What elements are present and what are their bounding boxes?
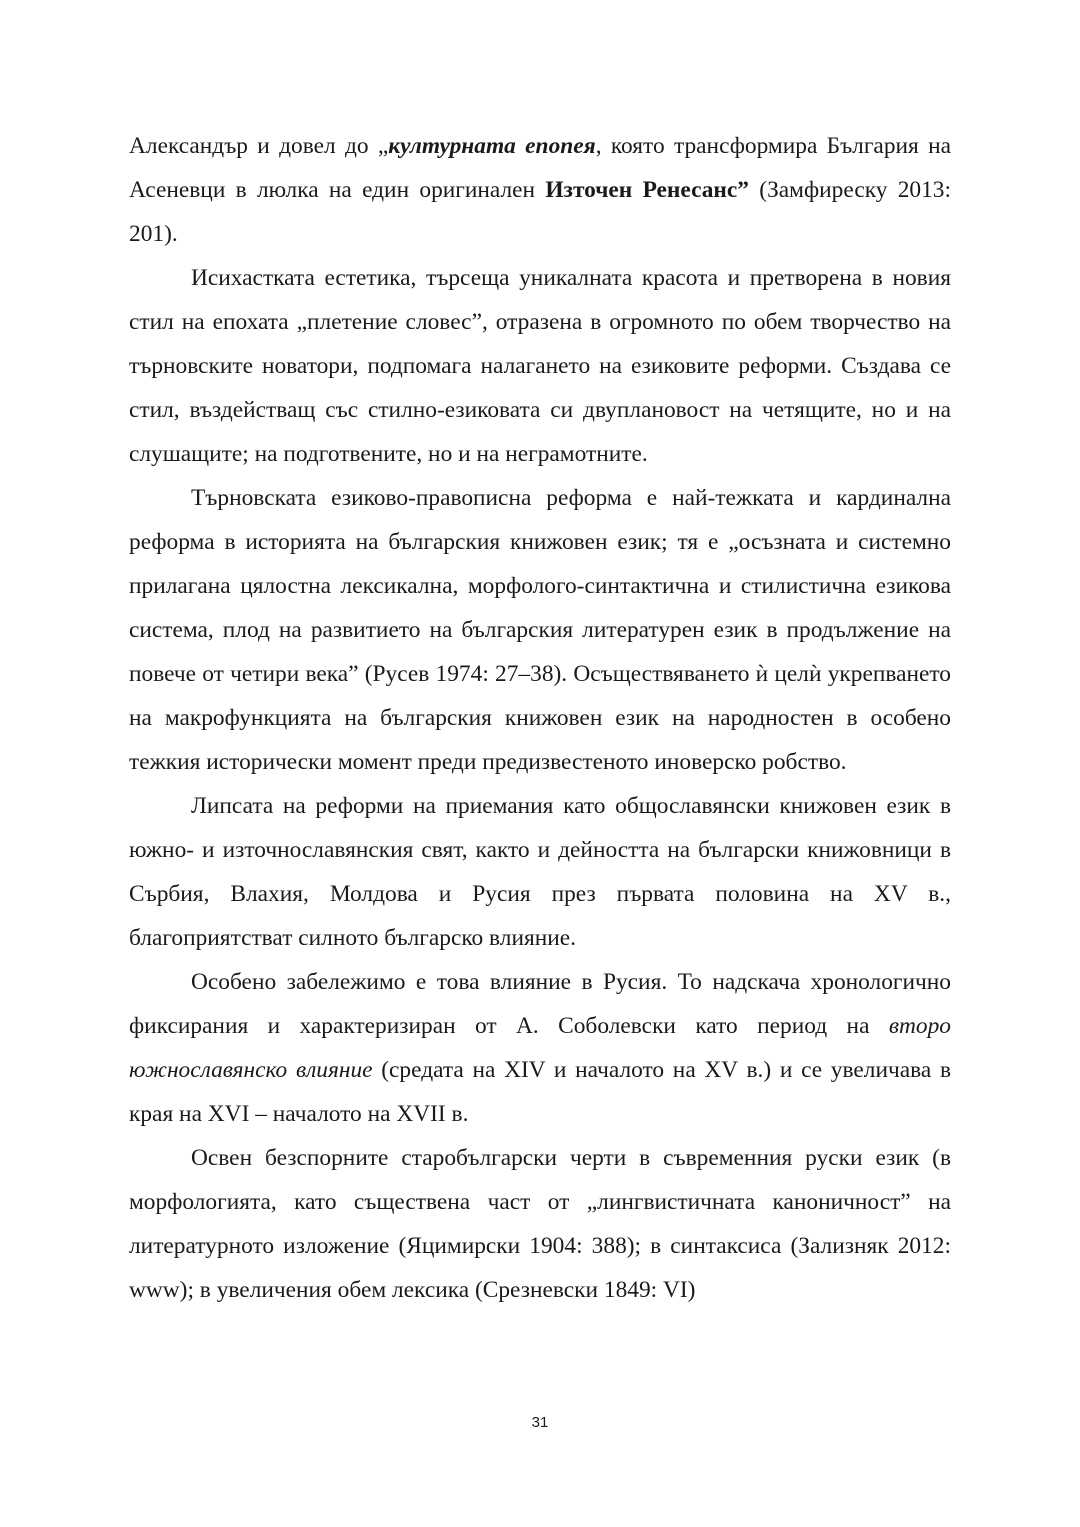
text-run: Особено забележимо е това влияние в Русия. То надскача хронологично фиксирания и характеризиран от А. Соболевски като период на bbox=[129, 969, 951, 1039]
emphasis-eastern-renaissance: Източен Ренесанс” bbox=[545, 177, 749, 203]
paragraph-3: Търновската езиково-правописна реформа е най-тежката и кардинална реформа в историята на българския книжовен език; тя е „осъзната и системно прилагана цялостна лексикална, морфолого-синтактична и стилистична езикова система, плод на развитието на българския литературен език в продължение на повече от четири века” (Русев 1974: 27–38). Осъществяването ѝ целѝ укрепването на макрофункцията на българския книжовен език на народностен в особено тежкия исторически момент преди предизвестеното иноверско робство. bbox=[129, 485, 951, 775]
text-run: (Замфиреску 2013: 201). bbox=[129, 177, 951, 247]
paragraph-1 bbox=[129, 124, 951, 256]
page-number: 31 bbox=[531, 1414, 549, 1431]
paragraph-4: Липсата на реформи на приемания като общославянски книжовен език в южно- и източнославянския свят, както и дейността на български книжовници в Сърбия, Влахия, Молдова и Русия през първата половина на XV в., благоприятстват силното българско влияние. bbox=[129, 793, 951, 951]
text-run: , която трансформира България на Асеневци в люлка на един оригинален bbox=[129, 133, 952, 203]
body-text bbox=[129, 124, 951, 1312]
emphasis-second-south-slavic-influence: второ южнославянско влияние bbox=[129, 1013, 951, 1083]
paragraph-5 bbox=[129, 960, 951, 1136]
emphasis-culture-epopee: културната епопея bbox=[388, 133, 596, 159]
paragraph-6: Освен безспорните старобългарски черти в съвременния руски език (в морфологията, като съществена част от „лингвистичната каноничност” на литературното изложение (Яцимирски 1904: 388); в синтаксиса (Зализняк 2012: www); в увеличения обем лексика (Срезневски 1849: VI) bbox=[129, 1145, 951, 1303]
text-run: Александър и довел до „ bbox=[129, 133, 389, 159]
paragraph-2: Исихастката естетика, търсеща уникалната красота и претворена в новия стил на епохата „плетение словес”, отразена в огромното по обем творчество на търновските новатори, подпомага налагането на езиковите реформи. Създава се стил, въздействащ със стилно-езиковата си двуплановост на четящите, но и на слушащите; на подготвените, но и на неграмотните. bbox=[129, 265, 951, 467]
text-run: (средата на XIV и началото на XV в.) и се увеличава в края на XVI – началото на XVII в. bbox=[129, 1057, 951, 1127]
